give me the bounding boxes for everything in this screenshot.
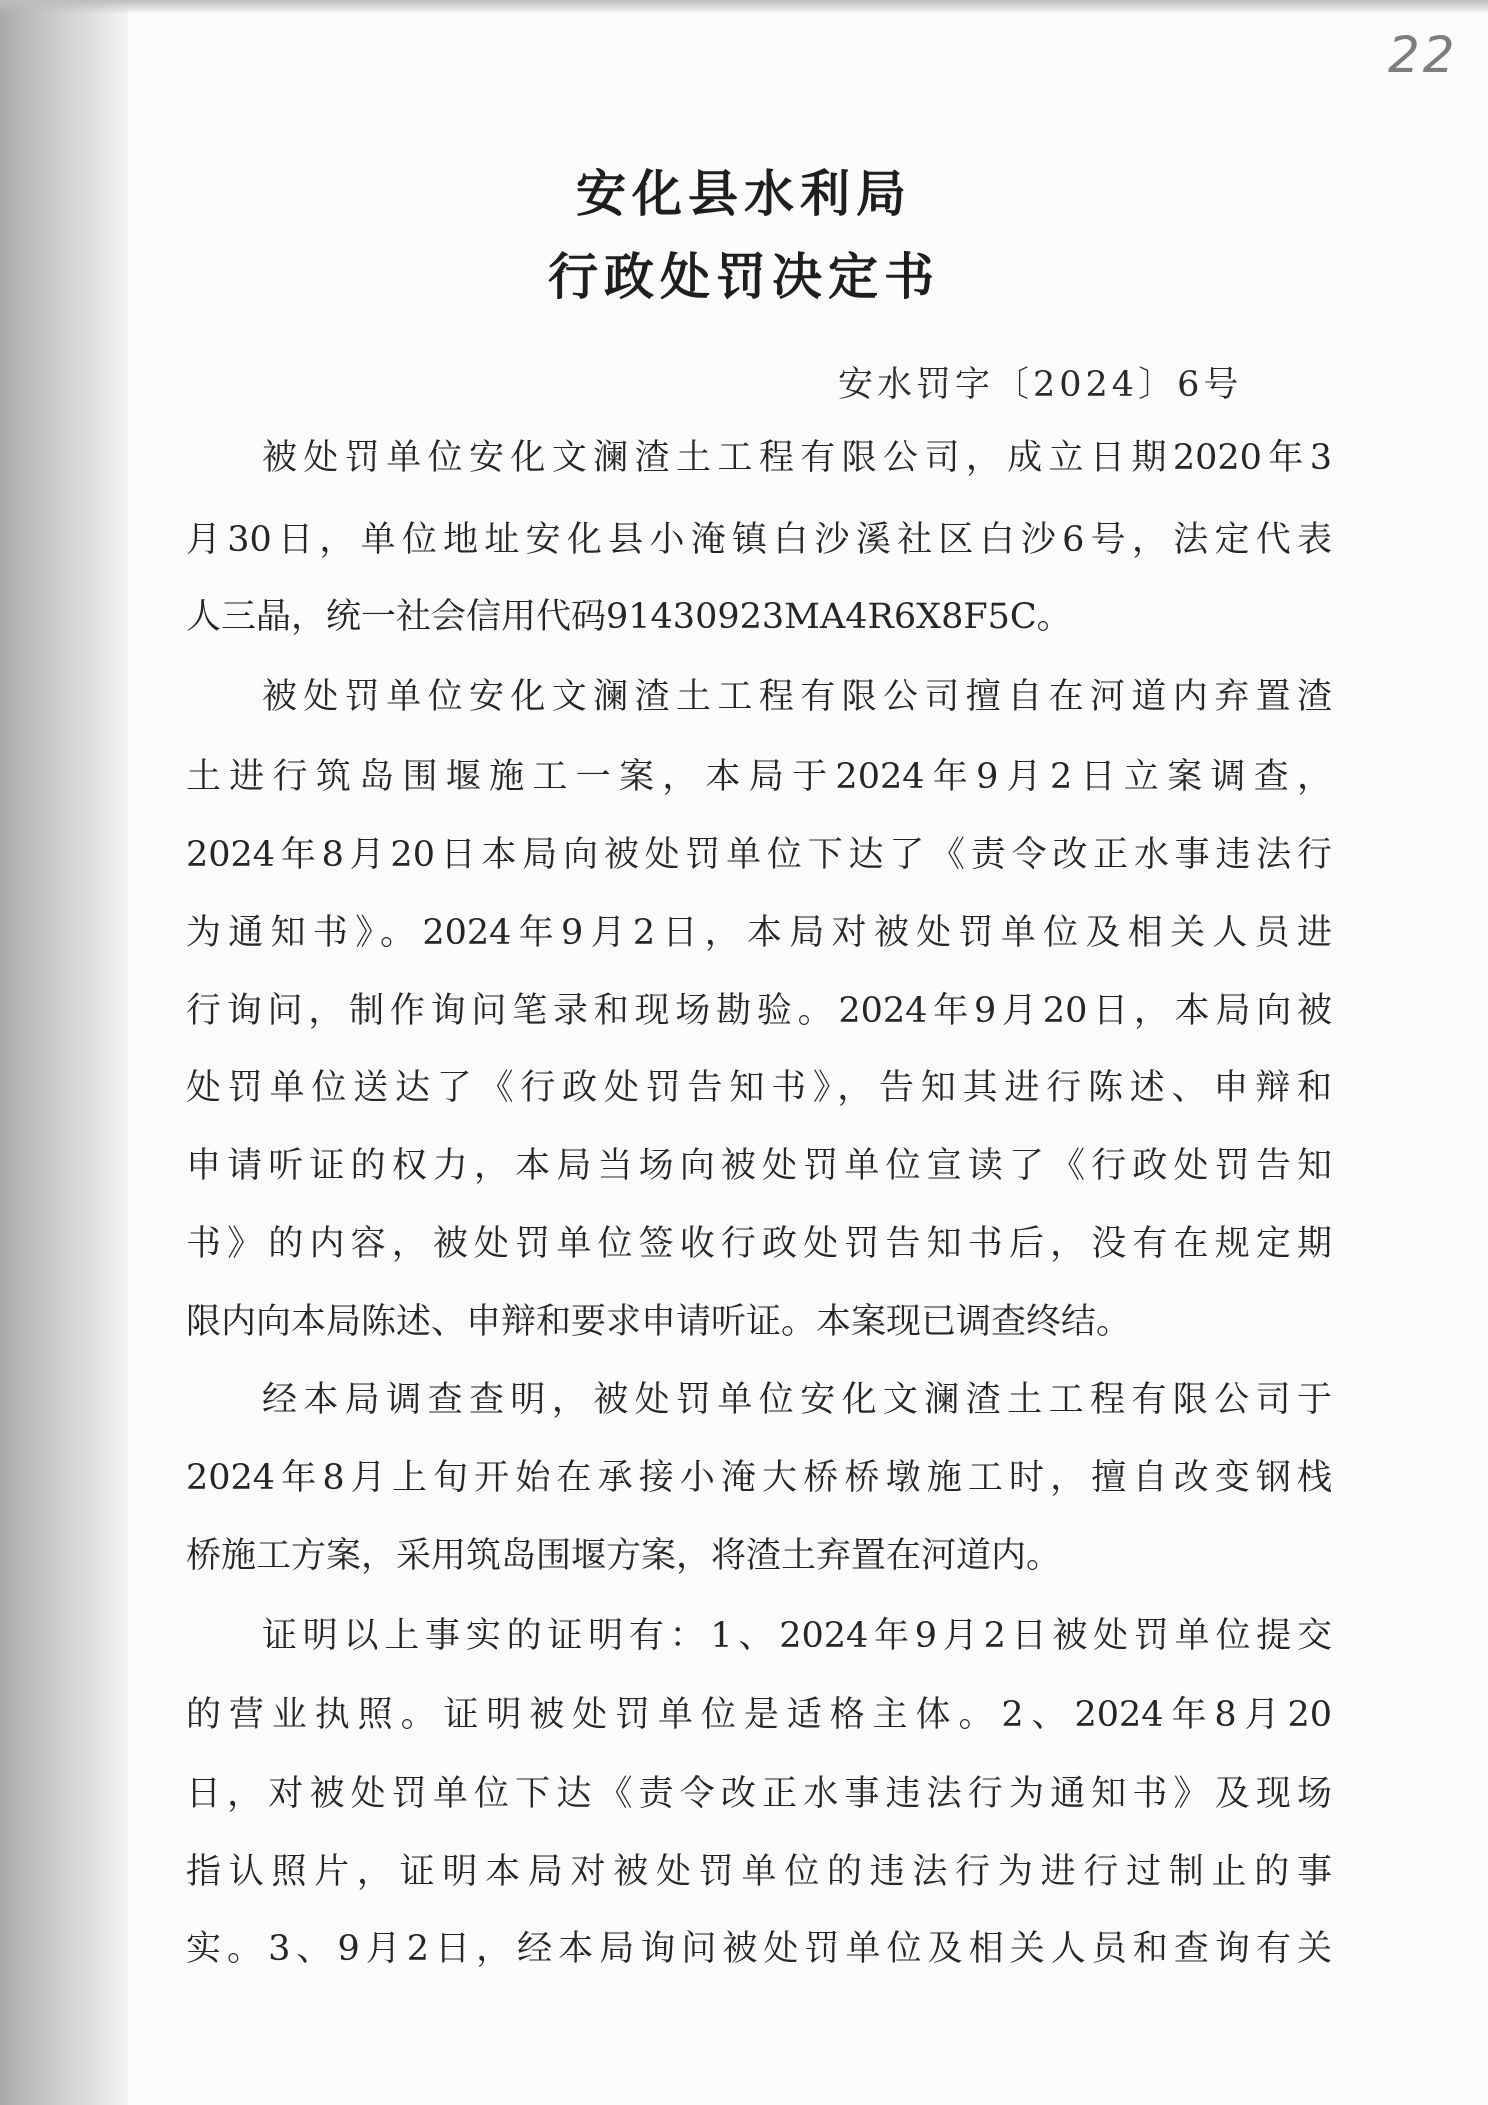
body-line: 被处罚单位安化文澜渣土工程有限公司擅自在河道内弃置渣 <box>262 677 1332 717</box>
body-line: 土进行筑岛围堰施工一案，本局于2024年9月2日立案调查， <box>186 757 1332 797</box>
body-line: 书》的内容，被处罚单位签收行政处罚告知书后，没有在规定期 <box>186 1224 1332 1264</box>
body-line: 月30日，单位地址安化县小淹镇白沙溪社区白沙6号，法定代表 <box>186 520 1332 560</box>
body-line: 为通知书》。2024年9月2日，本局对被处罚单位及相关人员进 <box>186 913 1332 953</box>
handwritten-page-number: 22 <box>1388 26 1458 84</box>
body-line: 实。3、9月2日，经本局询问被处罚单位及相关人员和查询有关 <box>186 1929 1332 1969</box>
body-line: 证明以上事实的证明有：1、2024年9月2日被处罚单位提交 <box>262 1616 1332 1656</box>
body-line: 处罚单位送达了《行政处罚告知书》，告知其进行陈述、申辩和 <box>186 1068 1332 1108</box>
body-line: 日，对被处罚单位下达《责令改正水事违法行为通知书》及现场 <box>186 1774 1332 1814</box>
document-number: 安水罚字〔2024〕6号 <box>838 365 1243 405</box>
document-title-line1: 安化县水利局 <box>576 165 912 223</box>
body-line: 的营业执照。证明被处罚单位是适格主体。2、2024年8月20 <box>186 1695 1332 1735</box>
document-title-line2: 行政处罚决定书 <box>548 248 940 306</box>
body-line: 行询问，制作询问笔录和现场勘验。2024年9月20日，本局向被 <box>186 991 1332 1031</box>
body-line: 申请听证的权力，本局当场向被处罚单位宣读了《行政处罚告知 <box>186 1146 1332 1186</box>
body-line: 经本局调查查明，被处罚单位安化文澜渣土工程有限公司于 <box>262 1380 1332 1420</box>
body-line: 桥施工方案，采用筑岛围堰方案，将渣土弃置在河道内。 <box>186 1536 1062 1576</box>
body-line: 限内向本局陈述、申辩和要求申请听证。本案现已调查终结。 <box>186 1302 1132 1342</box>
page-binding-shadow <box>0 0 128 2105</box>
body-line: 被处罚单位安化文澜渣土工程有限公司，成立日期2020年3 <box>262 438 1332 478</box>
body-line: 2024年8月20日本局向被处罚单位下达了《责令改正水事违法行 <box>186 835 1332 875</box>
scan-top-edge <box>0 0 1488 14</box>
body-line: 2024年8月上旬开始在承接小淹大桥桥墩施工时，擅自改变钢栈 <box>186 1458 1332 1498</box>
body-line: 人三晶，统一社会信用代码91430923MA4R6X8F5C。 <box>186 597 1072 637</box>
body-line: 指认照片，证明本局对被处罚单位的违法行为进行过制止的事 <box>186 1852 1332 1892</box>
